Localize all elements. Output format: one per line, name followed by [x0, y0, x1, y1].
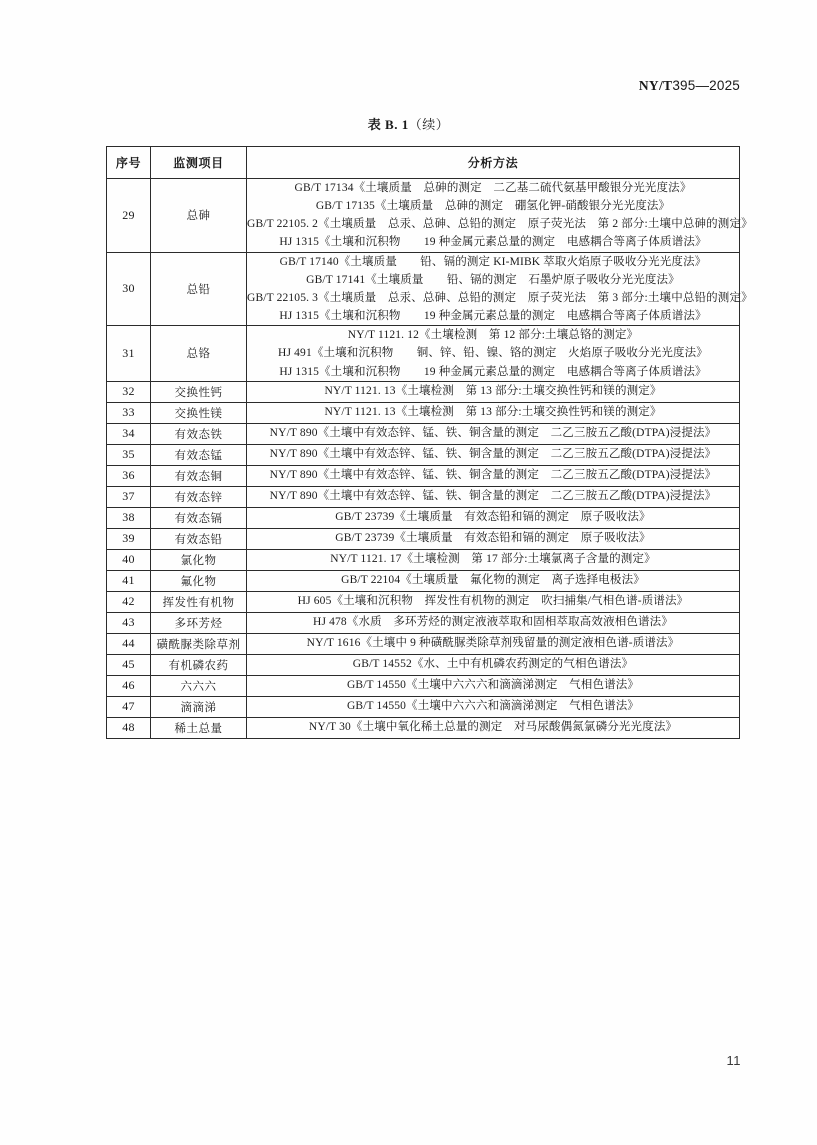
monitoring-item-cell: 稀土总量 [151, 717, 247, 738]
table-row [107, 591, 740, 612]
analysis-method-line: NY/T 1121. 17《土壤检测 第 17 部分:土壤氯离子含量的测定》 [330, 552, 656, 565]
analysis-method-line: GB/T 14552《水、土中有机磷农药测定的气相色谱法》 [352, 657, 634, 670]
monitoring-item-cell: 磺酰脲类除草剂 [151, 633, 247, 654]
table-row [107, 402, 740, 423]
table-head [107, 147, 740, 179]
analysis-method-cell [247, 423, 740, 444]
analysis-method-table-wrapper [106, 146, 753, 739]
analysis-method-cell [247, 717, 740, 738]
table-row [107, 633, 740, 654]
table-row [107, 654, 740, 675]
analysis-method-line: GB/T 23739《土壤质量 有效态铅和镉的测定 原子吸收法》 [335, 531, 651, 544]
caption-prefix: 表 [367, 117, 382, 132]
row-index-cell: 48 [107, 717, 151, 738]
analysis-method-cell [247, 675, 740, 696]
row-index-cell: 38 [107, 507, 151, 528]
caption-suffix: （续） [408, 117, 450, 132]
monitoring-item-cell: 总砷 [151, 179, 247, 253]
column-header-method: 分析方法 [247, 147, 740, 179]
column-header-item: 监测项目 [151, 147, 247, 179]
analysis-method-line: HJ 1315《土壤和沉积物 19 种金属元素总量的测定 电感耦合等离子体质谱法》 [279, 236, 707, 249]
table-row [107, 381, 740, 402]
analysis-method-line: HJ 1315《土壤和沉积物 19 种金属元素总量的测定 电感耦合等离子体质谱法》 [279, 310, 707, 323]
analysis-method-line: GB/T 17134《土壤质量 总砷的测定 二乙基二硫代氨基甲酸银分光光度法》 [294, 182, 692, 194]
analysis-method-cell [247, 696, 740, 717]
analysis-method-cell [247, 633, 740, 654]
row-index-cell: 34 [107, 423, 151, 444]
analysis-method-cell [247, 570, 740, 591]
table-row [107, 423, 740, 444]
row-index-cell: 43 [107, 612, 151, 633]
table-row [107, 507, 740, 528]
analysis-method-line: NY/T 1121. 12《土壤检测 第 12 部分:土壤总铬的测定》 [347, 329, 639, 342]
table-row [107, 528, 740, 549]
caption-number: B. 1 [385, 117, 409, 132]
monitoring-item-cell: 交换性镁 [151, 402, 247, 423]
monitoring-item-cell: 交换性钙 [151, 381, 247, 402]
analysis-method-cell [247, 507, 740, 528]
analysis-method-cell [247, 591, 740, 612]
running-header [639, 78, 740, 94]
row-index-cell: 44 [107, 633, 151, 654]
analysis-method-cell [247, 486, 740, 507]
row-index-cell: 37 [107, 486, 151, 507]
monitoring-item-cell: 有效态铅 [151, 528, 247, 549]
monitoring-item-cell: 氯化物 [151, 549, 247, 570]
analysis-method-line: NY/T 1616《土壤中 9 种磺酰脲类除草剂残留量的测定液相色谱-质谱法》 [306, 636, 680, 649]
column-header-no: 序号 [107, 147, 151, 179]
table-header-row [107, 147, 740, 179]
analysis-method-cell [247, 528, 740, 549]
analysis-method-cell [247, 612, 740, 633]
row-index-cell: 33 [107, 402, 151, 423]
row-index-cell: 31 [107, 326, 151, 381]
analysis-method-line: HJ 491《土壤和沉积物 铜、锌、铅、镍、铬的测定 火焰原子吸收分光光度法》 [278, 347, 708, 360]
row-index-cell: 39 [107, 528, 151, 549]
monitoring-item-cell: 滴滴涕 [151, 696, 247, 717]
analysis-method-line: NY/T 1121. 13《土壤检测 第 13 部分:土壤交换性钙和镁的测定》 [324, 405, 662, 418]
table-row [107, 570, 740, 591]
table-caption [0, 114, 817, 133]
row-index-cell: 29 [107, 179, 151, 253]
analysis-method-line: GB/T 14550《土壤中六六六和滴滴涕测定 气相色谱法》 [346, 678, 640, 691]
row-index-cell: 41 [107, 570, 151, 591]
analysis-method-line: NY/T 30《土壤中氧化稀土总量的测定 对马尿酸偶氮氯磷分光光度法》 [308, 720, 678, 733]
row-index-cell: 35 [107, 444, 151, 465]
analysis-method-line: NY/T 890《土壤中有效态锌、锰、铁、铜含量的测定 二乙三胺五乙酸(DTPA)浸提法》 [269, 447, 717, 460]
analysis-method-line: GB/T 22104《土壤质量 氟化物的测定 离子选择电极法》 [341, 573, 645, 586]
standard-number: 395—2025 [672, 78, 740, 93]
analysis-method-line: GB/T 14550《土壤中六六六和滴滴涕测定 气相色谱法》 [346, 699, 640, 712]
analysis-method-table [106, 146, 753, 739]
monitoring-item-cell: 六六六 [151, 675, 247, 696]
analysis-method-line: GB/T 22105. 2《土壤质量 总汞、总砷、总铅的测定 原子荧光法 第 2 部分:土壤中总砷的测定》 [247, 218, 753, 231]
monitoring-item-cell: 氟化物 [151, 570, 247, 591]
analysis-method-cell [247, 549, 740, 570]
analysis-method-cell [247, 402, 740, 423]
analysis-method-cell [247, 179, 753, 253]
monitoring-item-cell: 有效态锰 [151, 444, 247, 465]
analysis-method-line: NY/T 890《土壤中有效态锌、锰、铁、铜含量的测定 二乙三胺五乙酸(DTPA)浸提法》 [269, 489, 717, 502]
page-number: 11 [726, 1053, 741, 1068]
analysis-method-line: HJ 478《水质 多环芳烃的测定液液萃取和固相萃取高效液相色谱法》 [312, 615, 673, 628]
table-row [107, 486, 740, 507]
analysis-method-cell [247, 444, 740, 465]
table-row [107, 717, 740, 738]
analysis-method-line: GB/T 23739《土壤质量 有效态铅和镉的测定 原子吸收法》 [335, 510, 651, 523]
analysis-method-line: NY/T 1121. 13《土壤检测 第 13 部分:土壤交换性钙和镁的测定》 [324, 384, 662, 397]
monitoring-item-cell: 多环芳烃 [151, 612, 247, 633]
monitoring-item-cell: 总铬 [151, 326, 247, 381]
analysis-method-line: NY/T 890《土壤中有效态锌、锰、铁、铜含量的测定 二乙三胺五乙酸(DTPA)浸提法》 [269, 468, 717, 481]
row-index-cell: 40 [107, 549, 151, 570]
row-index-cell: 47 [107, 696, 151, 717]
monitoring-item-cell: 有机磷农药 [151, 654, 247, 675]
table-row [107, 465, 740, 486]
table-body [107, 179, 753, 739]
row-index-cell: 45 [107, 654, 151, 675]
table-row [107, 675, 740, 696]
row-index-cell: 36 [107, 465, 151, 486]
table-row [107, 549, 740, 570]
row-index-cell: 42 [107, 591, 151, 612]
monitoring-item-cell: 有效态铜 [151, 465, 247, 486]
analysis-method-cell [247, 654, 740, 675]
analysis-method-line: HJ 605《土壤和沉积物 挥发性有机物的测定 吹扫捕集/气相色谱-质谱法》 [297, 594, 689, 607]
analysis-method-cell [247, 326, 740, 381]
row-index-cell: 32 [107, 381, 151, 402]
analysis-method-cell [247, 381, 740, 402]
monitoring-item-cell: 有效态镉 [151, 507, 247, 528]
analysis-method-line: GB/T 17140《土壤质量 铅、镉的测定 KI-MIBK 萃取火焰原子吸收分光光度法》 [279, 255, 707, 268]
table-row [107, 252, 740, 326]
monitoring-item-cell: 总铅 [151, 252, 247, 326]
analysis-method-line: GB/T 22105. 3《土壤质量 总汞、总砷、总铅的测定 原子荧光法 第 3 部分:土壤中总铅的测定》 [247, 291, 753, 304]
analysis-method-cell [247, 465, 740, 486]
monitoring-item-cell: 有效态铁 [151, 423, 247, 444]
table-row [107, 612, 740, 633]
monitoring-item-cell: 挥发性有机物 [151, 591, 247, 612]
analysis-method-cell [247, 252, 753, 326]
table-row [107, 444, 740, 465]
table-row [107, 179, 740, 253]
analysis-method-line: NY/T 890《土壤中有效态锌、锰、铁、铜含量的测定 二乙三胺五乙酸(DTPA)浸提法》 [269, 426, 717, 439]
analysis-method-line: HJ 1315《土壤和沉积物 19 种金属元素总量的测定 电感耦合等离子体质谱法》 [279, 365, 707, 378]
standard-prefix: NY/T [638, 78, 673, 93]
row-index-cell: 30 [107, 252, 151, 326]
table-row [107, 696, 740, 717]
analysis-method-line: GB/T 17135《土壤质量 总砷的测定 硼氢化钾-硝酸银分光光度法》 [315, 200, 671, 213]
row-index-cell: 46 [107, 675, 151, 696]
table-row [107, 326, 740, 381]
analysis-method-line: GB/T 17141《土壤质量 铅、镉的测定 石墨炉原子吸收分光光度法》 [306, 273, 680, 286]
monitoring-item-cell: 有效态锌 [151, 486, 247, 507]
